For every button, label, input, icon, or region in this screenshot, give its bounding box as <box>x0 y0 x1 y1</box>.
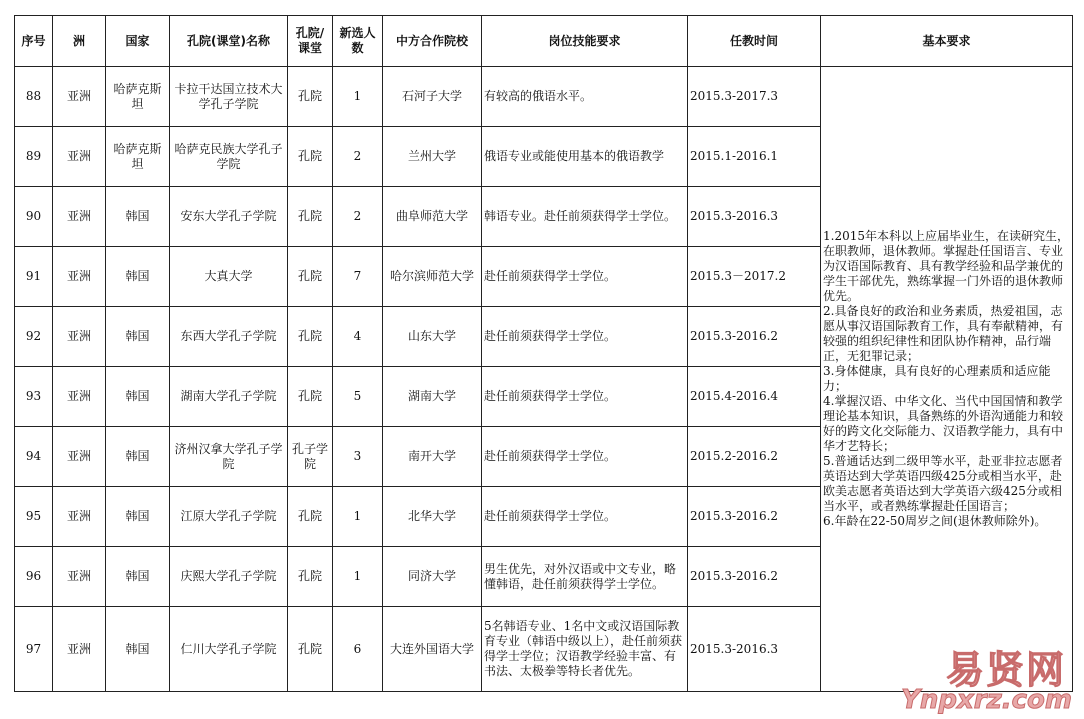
cell-seq: 91 <box>15 247 53 307</box>
cell-seq: 88 <box>15 67 53 127</box>
cell-continent: 亚洲 <box>53 307 106 367</box>
cell-name: 济州汉拿大学孔子学院 <box>170 427 288 487</box>
cell-continent: 亚洲 <box>53 67 106 127</box>
cell-type: 孔院 <box>288 127 333 187</box>
cell-skills: 赴任前须获得学士学位。 <box>482 427 688 487</box>
recruitment-table <box>14 15 1073 692</box>
cell-term: 2015.2-2016.2 <box>688 427 821 487</box>
cell-term: 2015.3-2017.3 <box>688 67 821 127</box>
cell-continent: 亚洲 <box>53 187 106 247</box>
cell-country: 韩国 <box>106 187 170 247</box>
cell-term: 2015.3-2016.2 <box>688 547 821 607</box>
watermark-top: 易贤网 <box>945 648 1066 692</box>
cell-continent: 亚洲 <box>53 547 106 607</box>
cell-type: 孔院 <box>288 547 333 607</box>
cell-partner: 哈尔滨师范大学 <box>383 247 482 307</box>
cell-type: 孔院 <box>288 307 333 367</box>
cell-country: 韩国 <box>106 247 170 307</box>
cell-continent: 亚洲 <box>53 487 106 547</box>
cell-type: 孔院 <box>288 607 333 692</box>
cell-type: 孔子学院 <box>288 427 333 487</box>
cell-term: 2015.3-2016.2 <box>688 307 821 367</box>
cell-partner: 南开大学 <box>383 427 482 487</box>
cell-name: 仁川大学孔子学院 <box>170 607 288 692</box>
header-basic: 基本要求 <box>821 16 1073 67</box>
cell-country: 韩国 <box>106 427 170 487</box>
cell-seq: 95 <box>15 487 53 547</box>
cell-new-count: 3 <box>333 427 383 487</box>
basic-requirement-item: 1.2015年本科以上应届毕业生，在读研究生，在职教师，退休教师。掌握赴任国语言、专业为汉语国际教育、具有教学经验和品学兼优的学生干部优先，熟练掌握一门外语的退休教师优先。 <box>823 229 1069 303</box>
header-continent: 洲 <box>53 16 106 67</box>
cell-country: 韩国 <box>106 307 170 367</box>
cell-skills: 赴任前须获得学士学位。 <box>482 367 688 427</box>
cell-type: 孔院 <box>288 247 333 307</box>
cell-type: 孔院 <box>288 187 333 247</box>
cell-continent: 亚洲 <box>53 127 106 187</box>
basic-requirement-item: 2.具备良好的政治和业务素质，热爱祖国，志愿从事汉语国际教育工作，具有奉献精神，有较强的组织纪律性和团队协作精神，品行端正，无犯罪记录； <box>823 304 1064 363</box>
cell-term: 2015.3-2016.2 <box>688 487 821 547</box>
cell-country: 韩国 <box>106 487 170 547</box>
cell-country: 韩国 <box>106 607 170 692</box>
cell-name: 东西大学孔子学院 <box>170 307 288 367</box>
cell-new-count: 1 <box>333 487 383 547</box>
cell-skills: 韩语专业。赴任前须获得学士学位。 <box>482 187 688 247</box>
header-new-count: 新选人数 <box>333 16 383 67</box>
basic-requirement-item: 4.掌握汉语、中华文化、当代中国国情和教学理论基本知识，具备熟练的外语沟通能力和较好的跨文化交际能力、汉语教学能力，具有中华才艺特长； <box>823 394 1064 453</box>
cell-new-count: 2 <box>333 187 383 247</box>
cell-country: 哈萨克斯坦 <box>106 67 170 127</box>
cell-name: 湖南大学孔子学院 <box>170 367 288 427</box>
cell-new-count: 5 <box>333 367 383 427</box>
cell-partner: 石河子大学 <box>383 67 482 127</box>
cell-term: 2015.4-2016.4 <box>688 367 821 427</box>
header-name: 孔院(课堂)名称 <box>170 16 288 67</box>
cell-term: 2015.1-2016.1 <box>688 127 821 187</box>
cell-partner: 兰州大学 <box>383 127 482 187</box>
cell-term: 2015.3－2017.2 <box>688 247 821 307</box>
cell-country: 哈萨克斯坦 <box>106 127 170 187</box>
header-type: 孔院/课堂 <box>288 16 333 67</box>
cell-continent: 亚洲 <box>53 247 106 307</box>
header-partner: 中方合作院校 <box>383 16 482 67</box>
cell-continent: 亚洲 <box>53 607 106 692</box>
cell-name: 卡拉干达国立技术大学孔子学院 <box>170 67 288 127</box>
cell-seq: 97 <box>15 607 53 692</box>
cell-seq: 90 <box>15 187 53 247</box>
cell-skills: 赴任前须获得学士学位。 <box>482 487 688 547</box>
cell-new-count: 6 <box>333 607 383 692</box>
cell-partner: 湖南大学 <box>383 367 482 427</box>
cell-partner: 曲阜师范大学 <box>383 187 482 247</box>
cell-partner: 同济大学 <box>383 547 482 607</box>
cell-continent: 亚洲 <box>53 367 106 427</box>
basic-requirement-item: 6.年龄在22-50周岁之间(退休教师除外)。 <box>823 514 1047 528</box>
header-skills: 岗位技能要求 <box>482 16 688 67</box>
basic-requirements <box>821 67 1073 692</box>
cell-term: 2015.3-2016.3 <box>688 187 821 247</box>
cell-skills: 有较高的俄语水平。 <box>482 67 688 127</box>
cell-skills: 赴任前须获得学士学位。 <box>482 307 688 367</box>
cell-seq: 89 <box>15 127 53 187</box>
cell-new-count: 7 <box>333 247 383 307</box>
cell-skills: 俄语专业或能使用基本的俄语教学 <box>482 127 688 187</box>
cell-partner: 山东大学 <box>383 307 482 367</box>
cell-seq: 92 <box>15 307 53 367</box>
cell-skills: 5名韩语专业、1名中文或汉语国际教育专业（韩语中级以上），赴任前须获得学士学位；汉语教学经验丰富、有书法、太极拳等特长者优先。 <box>482 607 688 692</box>
cell-seq: 93 <box>15 367 53 427</box>
cell-skills: 男生优先，对外汉语或中文专业，略懂韩语，赴任前须获得学士学位。 <box>482 547 688 607</box>
cell-type: 孔院 <box>288 67 333 127</box>
cell-new-count: 4 <box>333 307 383 367</box>
watermark-bottom: Ynpxrz.com <box>901 685 1072 715</box>
cell-type: 孔院 <box>288 487 333 547</box>
basic-requirement-item: 3.身体健康，具有良好的心理素质和适应能力； <box>823 364 1051 393</box>
cell-continent: 亚洲 <box>53 427 106 487</box>
cell-term: 2015.3-2016.3 <box>688 607 821 692</box>
cell-partner: 北华大学 <box>383 487 482 547</box>
cell-partner: 大连外国语大学 <box>383 607 482 692</box>
cell-new-count: 1 <box>333 67 383 127</box>
header-term: 任教时间 <box>688 16 821 67</box>
cell-name: 哈萨克民族大学孔子学院 <box>170 127 288 187</box>
cell-country: 韩国 <box>106 547 170 607</box>
cell-type: 孔院 <box>288 367 333 427</box>
header-row <box>15 16 1073 67</box>
cell-name: 安东大学孔子学院 <box>170 187 288 247</box>
cell-country: 韩国 <box>106 367 170 427</box>
header-seq: 序号 <box>15 16 53 67</box>
cell-seq: 96 <box>15 547 53 607</box>
header-country: 国家 <box>106 16 170 67</box>
cell-new-count: 2 <box>333 127 383 187</box>
cell-seq: 94 <box>15 427 53 487</box>
cell-skills: 赴任前须获得学士学位。 <box>482 247 688 307</box>
cell-name: 江原大学孔子学院 <box>170 487 288 547</box>
cell-name: 庆熙大学孔子学院 <box>170 547 288 607</box>
cell-name: 大真大学 <box>170 247 288 307</box>
table-row <box>15 67 1073 127</box>
basic-requirement-item: 5.普通话达到二级甲等水平，赴亚非拉志愿者英语达到大学英语四级425分或相当水平，赴欧美志愿者英语达到大学英语六级425分或相当水平，或者熟练掌握赴任国语言； <box>823 454 1063 513</box>
cell-new-count: 1 <box>333 547 383 607</box>
